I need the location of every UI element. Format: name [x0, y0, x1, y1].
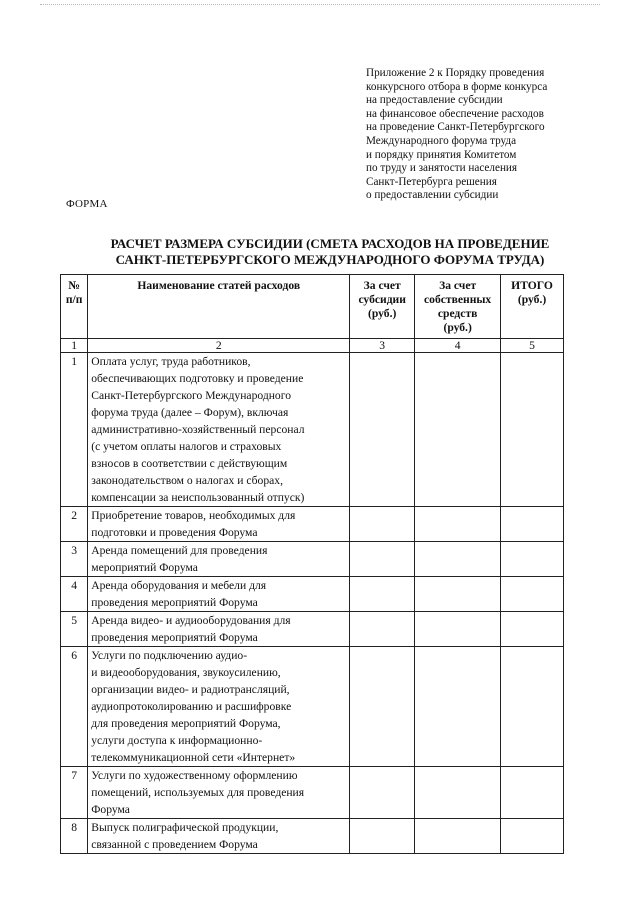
row-number: 4 — [61, 577, 88, 612]
expense-item — [88, 542, 350, 577]
title-line: САНКТ-ПЕТЕРБУРГСКОГО МЕЖДУНАРОДНОГО ФОРУМА ТРУДА) — [115, 252, 545, 267]
total-amount-cell[interactable] — [501, 542, 564, 577]
row-number: 2 — [61, 507, 88, 542]
subsidy-amount-cell[interactable] — [350, 353, 415, 507]
appendix-line: на предоставление субсидии — [366, 94, 503, 107]
expense-item-line: Приобретение товаров, необходимых для — [91, 509, 296, 522]
expense-item-line: Санкт-Петербургского Международного — [91, 389, 291, 402]
header-num-label: п/п — [65, 293, 83, 306]
column-number: 5 — [501, 339, 564, 353]
expense-item-line: взносов в соответствии с действующим — [91, 457, 288, 470]
appendix-line: по труду и занятости населения — [366, 162, 518, 175]
expense-item-line: проведения мероприятий Форума — [91, 596, 258, 609]
expense-item-line: Услуги по художественному оформлению — [91, 769, 298, 782]
expense-item-line: телекоммуникационной сети «Интернет» — [91, 751, 296, 764]
header-own-funds — [415, 275, 501, 339]
header-subsidy-line: субсидии — [358, 293, 406, 306]
header-own-line: За счет — [439, 279, 477, 292]
table-row — [61, 819, 564, 854]
form-label: ФОРМА — [66, 198, 108, 210]
expense-item-line: обеспечивающих подготовку и проведение — [91, 372, 304, 385]
table-row — [61, 507, 564, 542]
header-name — [88, 275, 350, 339]
expense-table — [60, 274, 564, 854]
header-total — [501, 275, 564, 339]
header-own-line: средств — [437, 307, 478, 320]
header-subsidy — [350, 275, 415, 339]
expense-item-line: административно-хозяйственный персонал — [91, 423, 305, 436]
subsidy-amount-cell[interactable] — [350, 767, 415, 819]
subsidy-amount-cell[interactable] — [350, 542, 415, 577]
own-funds-amount-cell[interactable] — [415, 647, 501, 767]
header-total-line: (руб.) — [517, 293, 547, 306]
expense-item — [88, 819, 350, 854]
appendix-line: конкурсного отбора в форме конкурса — [366, 80, 548, 93]
header-total-line: ИТОГО — [511, 279, 553, 292]
subsidy-amount-cell[interactable] — [350, 819, 415, 854]
row-number: 3 — [61, 542, 88, 577]
table-row — [61, 353, 564, 507]
expense-item-line: Аренда видео- и аудиооборудования для — [91, 614, 291, 627]
own-funds-amount-cell[interactable] — [415, 577, 501, 612]
expense-item-line: помещений, используемых для проведения — [91, 786, 305, 799]
total-amount-cell[interactable] — [501, 819, 564, 854]
appendix-line: Санкт-Петербурга решения — [366, 175, 497, 188]
own-funds-amount-cell[interactable] — [415, 767, 501, 819]
total-amount-cell[interactable] — [501, 647, 564, 767]
appendix-line: Международного форума труда — [366, 134, 517, 147]
header-own-line: собственных — [424, 293, 492, 306]
expense-item-line: организации видео- и радиотрансляций, — [91, 683, 290, 696]
expense-item-line: законодательством о налогах и сборах, — [91, 474, 283, 487]
total-amount-cell[interactable] — [501, 577, 564, 612]
row-number: 8 — [61, 819, 88, 854]
total-amount-cell[interactable] — [501, 507, 564, 542]
table-row — [61, 612, 564, 647]
expense-item-line: мероприятий Форума — [91, 561, 198, 574]
appendix-note — [366, 67, 596, 203]
row-number: 1 — [61, 353, 88, 507]
row-number: 7 — [61, 767, 88, 819]
row-number: 6 — [61, 647, 88, 767]
expense-item-line: Услуги по подключению аудио- — [91, 649, 248, 662]
subsidy-amount-cell[interactable] — [350, 507, 415, 542]
expense-item-line: (с учетом оплаты налогов и страховых — [91, 440, 282, 453]
total-amount-cell[interactable] — [501, 612, 564, 647]
column-number-row — [61, 339, 564, 353]
appendix-line: на проведение Санкт-Петербургского — [366, 121, 545, 134]
header-name-label: Наименование статей расходов — [137, 279, 301, 292]
expense-rows — [61, 353, 564, 854]
own-funds-amount-cell[interactable] — [415, 819, 501, 854]
expense-item-line: для проведения мероприятий Форума, — [91, 717, 281, 730]
document-title — [60, 236, 600, 268]
column-number: 2 — [88, 339, 350, 353]
expense-item-line: аудиопротоколированию и расшифровке — [91, 700, 292, 713]
header-num — [61, 275, 88, 339]
scan-artifact-line — [40, 4, 600, 11]
total-amount-cell[interactable] — [501, 353, 564, 507]
table-row — [61, 647, 564, 767]
column-number: 4 — [415, 339, 501, 353]
row-number: 5 — [61, 612, 88, 647]
appendix-line: и порядку принятия Комитетом — [366, 148, 517, 161]
header-subsidy-line: (руб.) — [368, 307, 397, 320]
column-number: 1 — [61, 339, 88, 353]
expense-item-line: и видеооборудования, звукоусилению, — [91, 666, 281, 679]
appendix-line: Приложение 2 к Порядку проведения — [366, 67, 545, 79]
expense-item-line: Форума — [91, 803, 130, 816]
expense-item-line: проведения мероприятий Форума — [91, 631, 258, 644]
appendix-line: о предоставлении субсидии — [366, 189, 499, 202]
expense-item-line: форума труда (далее – Форум), включая — [91, 406, 289, 419]
subsidy-amount-cell[interactable] — [350, 612, 415, 647]
header-subsidy-line: За счет — [363, 279, 401, 292]
own-funds-amount-cell[interactable] — [415, 612, 501, 647]
expense-item-line: подготовки и проведения Форума — [91, 526, 258, 539]
expense-item — [88, 353, 350, 507]
own-funds-amount-cell[interactable] — [415, 542, 501, 577]
header-num-symbol: № — [68, 279, 80, 292]
expense-item-line: Аренда оборудования и мебели для — [91, 579, 267, 592]
total-amount-cell[interactable] — [501, 767, 564, 819]
expense-item — [88, 507, 350, 542]
column-number: 3 — [350, 339, 415, 353]
table-row — [61, 542, 564, 577]
table-row — [61, 767, 564, 819]
table-row — [61, 577, 564, 612]
subsidy-amount-cell[interactable] — [350, 577, 415, 612]
expense-item — [88, 767, 350, 819]
expense-item-line: связанной с проведением Форума — [91, 838, 258, 851]
header-own-line: (руб.) — [443, 321, 472, 334]
expense-item-line: Выпуск полиграфической продукции, — [91, 821, 279, 834]
expense-item-line: Оплата услуг, труда работников, — [91, 355, 251, 368]
table-header-row — [61, 275, 564, 339]
expense-item — [88, 647, 350, 767]
expense-item-line: компенсации за неиспользованный отпуск) — [91, 491, 305, 504]
expense-item-line: Аренда помещений для проведения — [91, 544, 268, 557]
expense-item — [88, 577, 350, 612]
own-funds-amount-cell[interactable] — [415, 507, 501, 542]
own-funds-amount-cell[interactable] — [415, 353, 501, 507]
expense-item-line: услуги доступа к информационно- — [91, 734, 263, 747]
subsidy-amount-cell[interactable] — [350, 647, 415, 767]
title-line: РАСЧЕТ РАЗМЕРА СУБСИДИИ (СМЕТА РАСХОДОВ НА ПРОВЕДЕНИЕ — [110, 236, 550, 251]
expense-item — [88, 612, 350, 647]
appendix-line: на финансовое обеспечение расходов — [366, 107, 544, 120]
